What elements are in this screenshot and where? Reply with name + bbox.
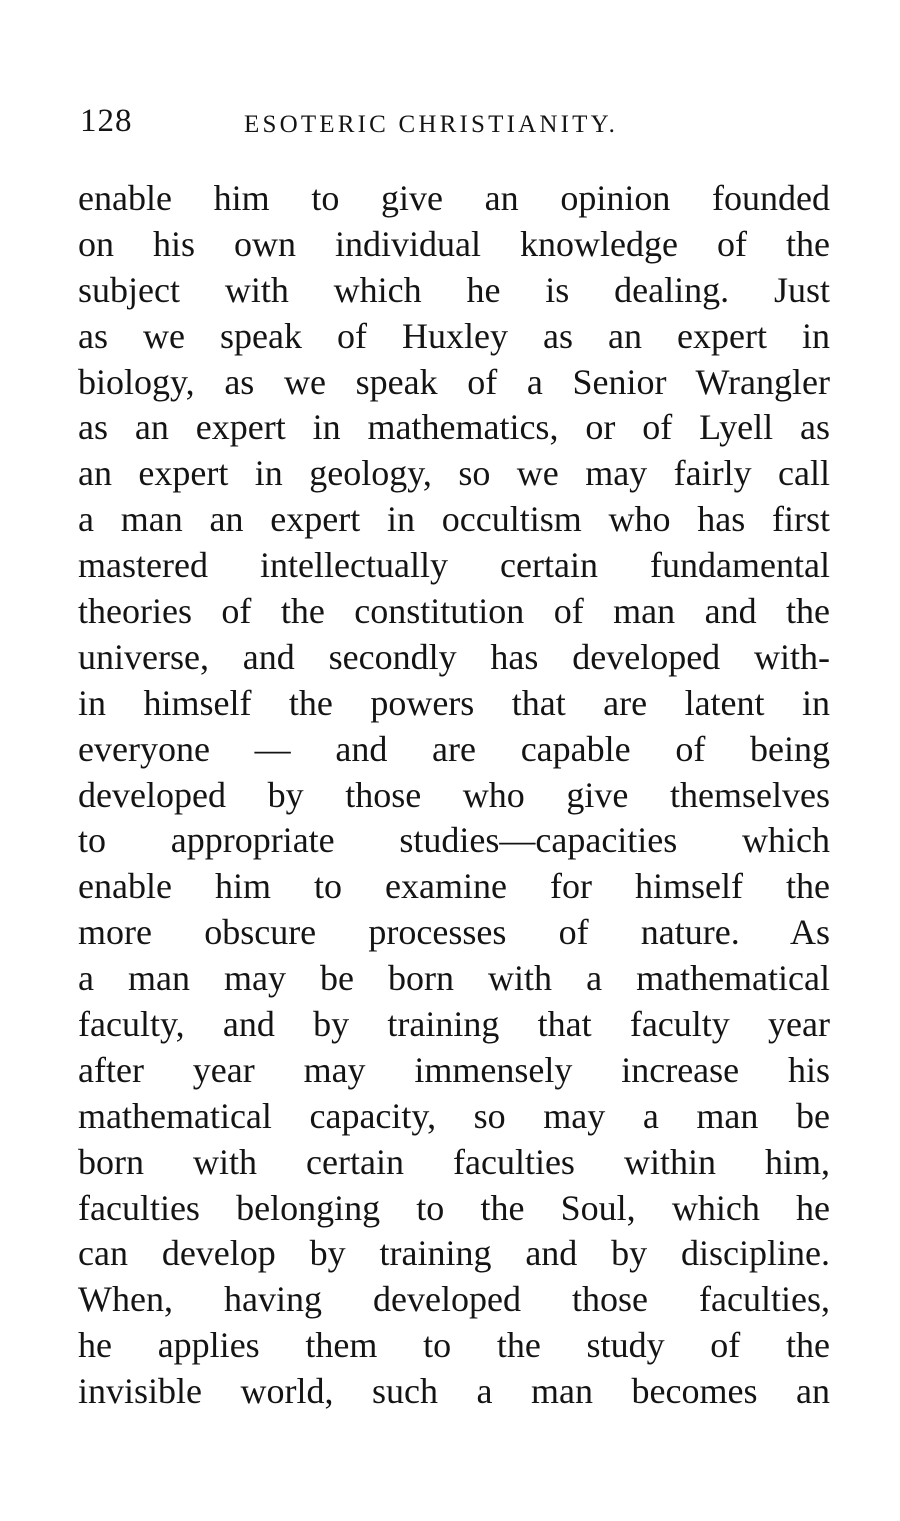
text-line: subject with which he is dealing. Just: [78, 269, 830, 310]
text-line: as we speak of Huxley as an expert in: [78, 315, 830, 356]
text-line: a man may be born with a mathematical: [78, 958, 830, 999]
text-line: on his own individual knowledge of the: [78, 223, 830, 264]
text-line: When, having developed those faculties,: [78, 1279, 830, 1320]
text-line: universe, and secondly has developed with-: [78, 636, 830, 677]
text-line: born with certain faculties within him,: [78, 1141, 830, 1182]
text-line: a man an expert in occultism who has first: [78, 499, 830, 540]
text-line: enable him to examine for himself the: [78, 866, 830, 907]
text-line: more obscure processes of nature. As: [78, 912, 830, 953]
text-line: as an expert in mathematics, or of Lyell as: [78, 407, 830, 448]
text-line: invisible world, such a man becomes an: [78, 1371, 830, 1412]
running-head: [80, 103, 830, 143]
text-line: theories of the constitution of man and the: [78, 591, 830, 632]
text-line: can develop by training and by discipline.: [78, 1233, 830, 1274]
text-line: enable him to give an opinion founded: [78, 178, 830, 218]
text-line: to appropriate studies—capacities which: [78, 820, 830, 861]
text-line: developed by those who give themselves: [78, 774, 830, 815]
body-text: [78, 176, 830, 1415]
page-number: 128: [80, 103, 133, 139]
text-line: after year may immensely increase his: [78, 1049, 830, 1090]
text-line: in himself the powers that are latent in: [78, 682, 830, 723]
text-line: faculties belonging to the Soul, which he: [78, 1187, 830, 1228]
text-line: biology, as we speak of a Senior Wrangler: [78, 361, 830, 402]
text-line: mathematical capacity, so may a man be: [78, 1095, 830, 1136]
text-line: everyone — and are capable of being: [78, 728, 830, 769]
text-line: he applies them to the study of the: [78, 1325, 830, 1366]
running-title: ESOTERIC CHRISTIANITY.: [244, 111, 619, 138]
text-line: an expert in geology, so we may fairly call: [78, 453, 830, 494]
text-line: mastered intellectually certain fundamental: [78, 545, 830, 586]
text-line: faculty, and by training that faculty year: [78, 1004, 830, 1045]
